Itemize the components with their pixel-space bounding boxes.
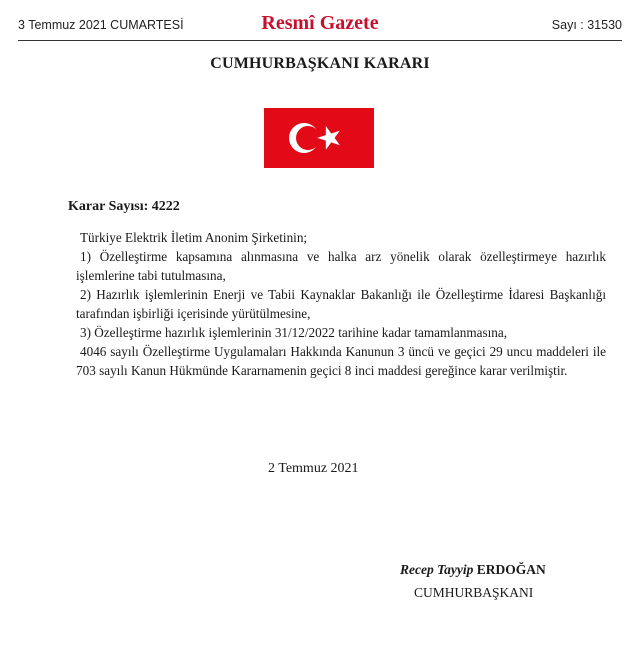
document-title: CUMHURBAŞKANI KARARI [210,55,430,72]
signatory-title: CUMHURBAŞKANI [414,585,534,600]
header-date: 3 Temmuz 2021 CUMARTESİ [18,18,184,32]
flag-crescent-inner [296,126,320,150]
paragraph: 2) Hazırlık işlemlerinin Enerji ve Tabii Kaynaklar Bakanlığı ile Özelleştirme İdaresi Başkanlığı tarafından işbirliği içerisinde yürütülmesine, [76,287,606,321]
paragraph: 4046 sayılı Özelleştirme Uygulamaları Hakkında Kanunun 3 üncü ve geçici 29 uncu maddeleri ile 703 sayılı Kanun Hükmünde Kararnamenin geçici 8 inci maddesi gereğince karar verilmiştir. [76,344,606,378]
header-divider [18,40,622,41]
turkish-flag-icon [264,108,374,168]
paragraph-item-3 [76,323,606,342]
signatory-first-names: Recep Tayyip [400,562,474,577]
signatory-surname: ERDOĞAN [476,562,546,577]
paragraph-item-2 [76,285,606,323]
paragraph-item-1 [76,247,606,285]
paragraph-legal-basis [76,342,606,380]
paragraph-intro [76,228,606,247]
gazette-header [18,12,622,38]
signatory-name [400,562,546,578]
decision-date: 2 Temmuz 2021 [268,461,359,476]
issue-number: Sayı : 31530 [551,18,622,32]
decision-number: Karar Sayısı: 4222 [68,199,180,214]
paragraph: 3) Özelleştirme hazırlık işlemlerinin 31/12/2022 tarihine kadar tamamlanmasına, [80,325,507,340]
gazette-title: Resmî Gazete [261,12,379,34]
paragraph: Türkiye Elektrik İletim Anonim Şirketinin; [80,230,308,245]
paragraph: 1) Özelleştirme kapsamına alınmasına ve halka arz yönelik olarak özelleştirmeye hazırlık işlemlerine tabi tutulmasına, [76,249,606,283]
